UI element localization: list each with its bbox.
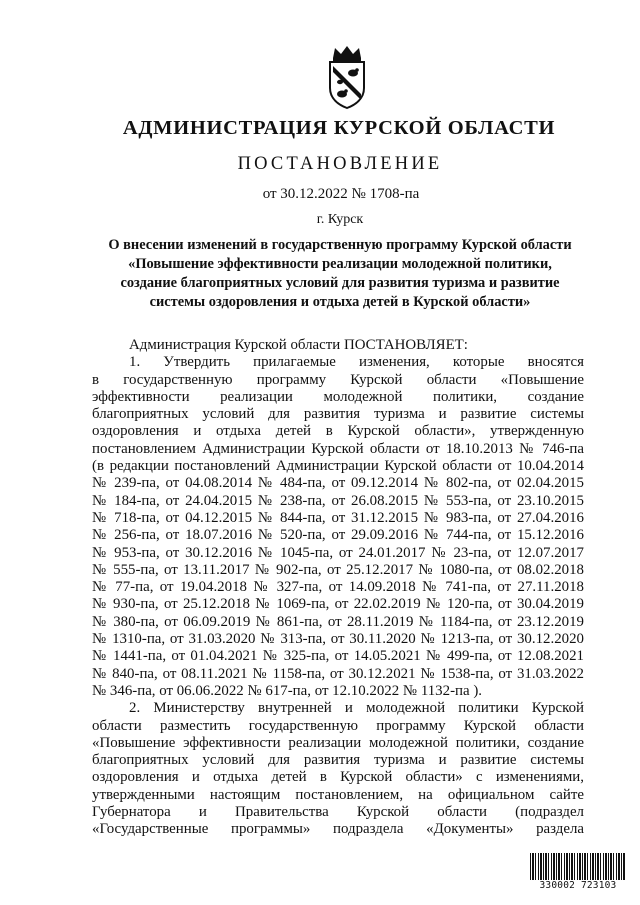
body-line: (в редакции постановлений Администрации Курской области от 10.04.2014: [92, 458, 584, 475]
body-line: № 718-па, от 04.12.2015 № 844-па, от 31.12.2015 № 983-па, от 27.04.2016: [92, 509, 584, 526]
decree-body: [92, 337, 584, 839]
body-line: № 930-па, от 25.12.2018 № 1069-па, от 22.02.2019 № 120-па, от 30.04.2019: [92, 596, 584, 613]
title-line: О внесении изменений в государственную программу Курской области: [108, 237, 572, 253]
body-line: «Государственные программы» подраздела «Документы» раздела: [92, 821, 584, 838]
body-line: «Повышение эффективности реализации молодежной политики, создание: [92, 734, 584, 751]
body-line: утвержденными настоящим постановлением, на официальном сайте: [92, 786, 584, 803]
body-line: № 380-па, от 06.09.2019 № 861-па, от 28.11.2019 № 1184-па, от 23.12.2019: [92, 613, 584, 630]
barcode-number: 330002 723103: [539, 880, 617, 891]
document-date-number: от 30.12.2022 № 1708-па: [262, 186, 420, 202]
body-line: постановлением Администрации Курской области от 18.10.2013 № 746-па: [92, 440, 584, 457]
body-line: № 77-па, от 19.04.2018 № 327-па, от 14.09.2018 № 741-па, от 27.11.2018: [92, 579, 584, 596]
body-line: № 239-па, от 04.08.2014 № 484-па, от 09.12.2014 № 802-па, от 02.04.2015: [92, 475, 584, 492]
title-line: «Повышение эффективности реализации молодежной политики,: [128, 256, 552, 272]
document-city: г. Курск: [316, 212, 364, 227]
body-line: Администрация Курской области ПОСТАНОВЛЯЕТ:: [129, 337, 468, 353]
title-line: системы оздоровления и отдыха детей в Курской области»: [149, 294, 531, 310]
document-barcode: [530, 853, 626, 891]
body-line: оздоровления и отдыха детей в Курской области», утвержденную: [92, 423, 584, 440]
body-line: благоприятных условий для развития туризма и развитие системы: [92, 752, 584, 769]
body-line: № 1310-па, от 31.03.2020 № 313-па, от 30.11.2020 № 1213-па, от 30.12.2020: [92, 631, 584, 648]
body-line: Губернатора и Правительства Курской области (подраздел: [92, 804, 584, 821]
body-line: № 184-па, от 24.04.2015 № 238-па, от 26.08.2015 № 553-па, от 23.10.2015: [92, 492, 584, 509]
body-line: оздоровления и отдыха детей в Курской области» с изменениями,: [92, 769, 584, 786]
barcode-bars: [530, 853, 626, 880]
document-type: ПОСТАНОВЛЕНИЕ: [237, 154, 443, 174]
body-line: 2. Министерству внутренней и молодежной политики Курской: [129, 700, 584, 717]
title-line: создание благоприятных условий для развития туризма и развитие: [120, 275, 560, 291]
body-line: № 346-па, от 06.06.2022 № 617-па, от 12.10.2022 № 1132-па ).: [92, 682, 483, 699]
body-line: № 256-па, от 18.07.2016 № 520-па, от 29.09.2016 № 744-па, от 15.12.2016: [92, 527, 584, 544]
body-line: эффективности реализации молодежной политики, создание: [92, 388, 584, 405]
body-line: благоприятных условий для развития туризма и развитие системы: [92, 406, 584, 423]
body-line: в государственную программу Курской области «Повышение: [92, 371, 584, 388]
body-line: № 555-па, от 13.11.2017 № 902-па, от 25.12.2017 № 1080-па, от 08.02.2018: [92, 561, 584, 578]
kursk-coat-of-arms-icon: [325, 44, 369, 110]
decree-title: [92, 236, 588, 312]
body-line: № 840-па, от 08.11.2021 № 1158-па, от 30.12.2021 № 1538-па, от 31.03.2022: [92, 665, 584, 682]
authority-name: АДМИНИСТРАЦИЯ КУРСКОЙ ОБЛАСТИ: [122, 117, 556, 139]
body-line: № 1441-па, от 01.04.2021 № 325-па, от 14.05.2021 № 499-па, от 12.08.2021: [92, 648, 584, 665]
body-line: 1. Утвердить прилагаемые изменения, которые вносятся: [129, 354, 584, 371]
body-line: области разместить государственную программу Курской области: [92, 717, 584, 734]
body-line: № 953-па, от 30.12.2016 № 1045-па, от 24.01.2017 № 23-па, от 12.07.2017: [92, 544, 584, 561]
